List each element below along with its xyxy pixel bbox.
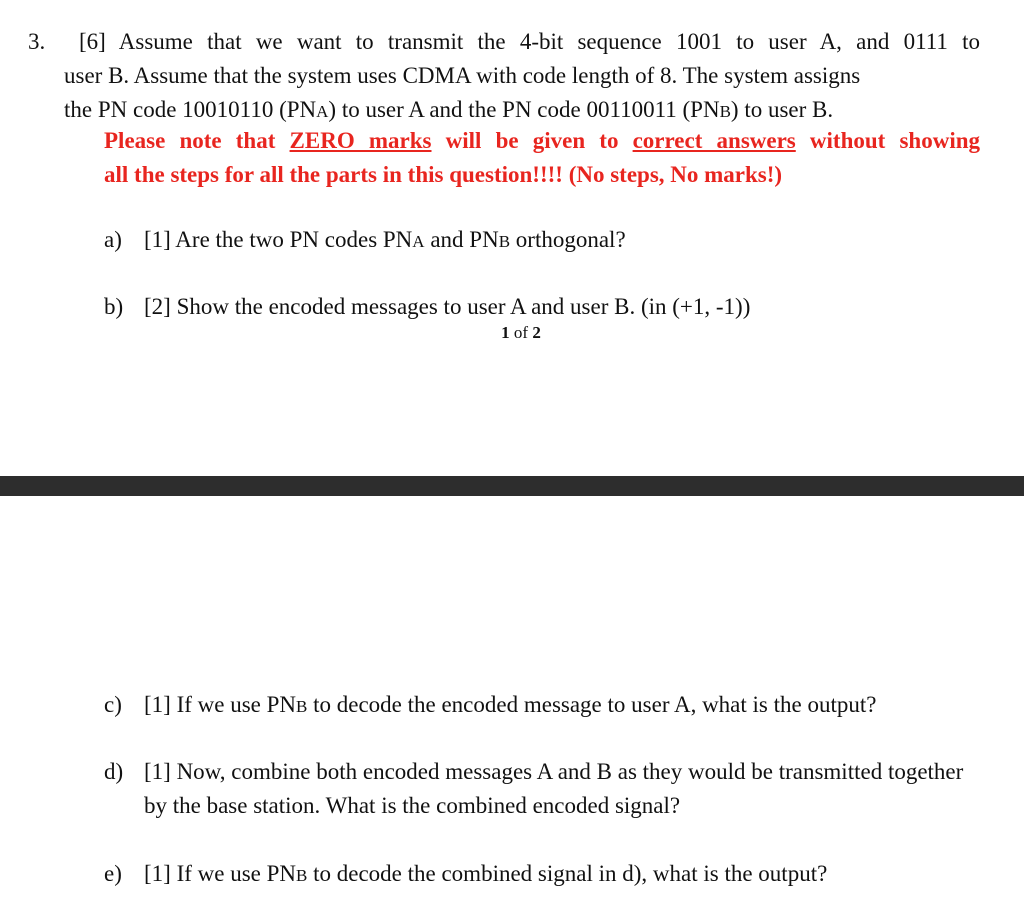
page-indicator: 1 of 2 bbox=[501, 323, 541, 342]
page-2 bbox=[0, 496, 1024, 919]
warning-notice bbox=[104, 124, 980, 192]
part-d bbox=[104, 755, 980, 823]
part-b-label: b) bbox=[104, 294, 124, 319]
part-c bbox=[104, 688, 876, 724]
part-a bbox=[104, 223, 626, 259]
part-a-text: [1] Are the two PN codes PNA and PNB orthogonal? bbox=[144, 227, 626, 252]
page-separator-bar bbox=[0, 476, 1024, 496]
part-e-text: [1] If we use PNB to decode the combined signal in d), what is the output? bbox=[144, 861, 828, 886]
question-line-1-text: Assume that we want to transmit the 4-bit sequence 1001 to user A, and 0111 to bbox=[118, 29, 980, 54]
part-a-label: a) bbox=[104, 227, 122, 252]
question-marks: [6] bbox=[79, 29, 106, 54]
part-b-text: [2] Show the encoded messages to user A and user B. (in (+1, -1)) bbox=[144, 294, 751, 319]
warning-line-1: Please note that ZERO marks will be given to correct answers without showing bbox=[104, 128, 981, 153]
warning-line-2: all the steps for all the parts in this question!!!! (No steps, No marks!) bbox=[104, 162, 783, 187]
part-c-text: [1] If we use PNB to decode the encoded message to user A, what is the output? bbox=[144, 692, 877, 717]
question-line-1 bbox=[64, 25, 980, 59]
part-c-label: c) bbox=[104, 692, 122, 717]
part-d-text: [1] Now, combine both encoded messages A and B as they would be transmitted together by the base station. What is the combined encoded signal? bbox=[144, 759, 964, 818]
part-b bbox=[104, 290, 750, 324]
part-e-label: e) bbox=[104, 861, 122, 886]
question-text bbox=[64, 25, 980, 129]
part-e bbox=[104, 857, 827, 893]
part-d-label: d) bbox=[104, 759, 124, 784]
question-line-3: the PN code 10010110 (PNA) to user A and the PN code 00110011 (PNB) to user B. bbox=[64, 97, 834, 122]
question-number: 3. bbox=[28, 29, 46, 54]
question-line-2: user B. Assume that the system uses CDMA with code length of 8. The system assigns bbox=[64, 63, 861, 88]
